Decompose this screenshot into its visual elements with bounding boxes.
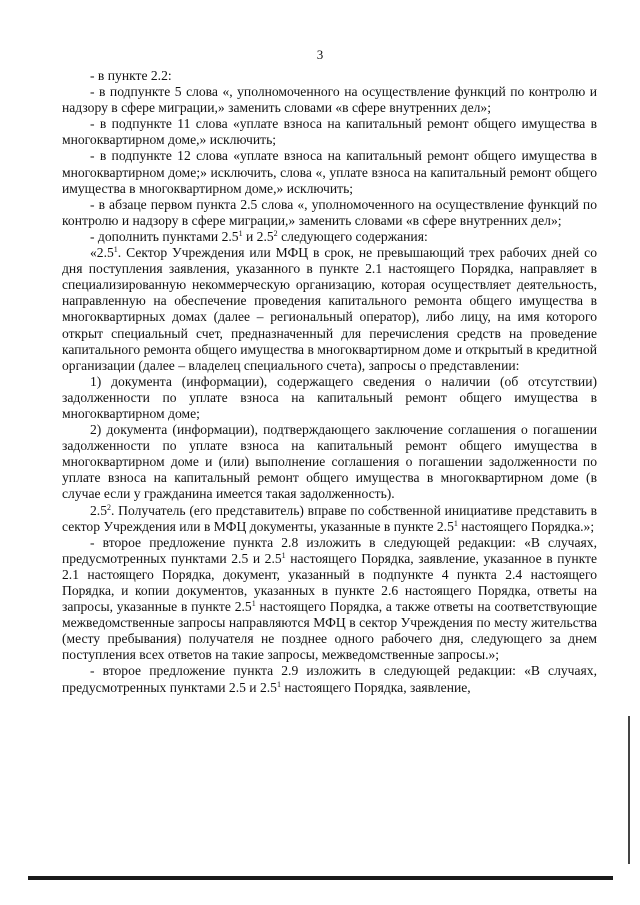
text-run: - в пункте 2.2: — [90, 68, 172, 83]
text-run: - в подпункте 5 слова «, уполномоченного на осуществление функций по контролю и надзору в сфере миграции,» заменить словами «в сфере внутренних дел»; — [62, 84, 597, 116]
paragraph — [62, 503, 597, 535]
superscript: 2 — [107, 502, 111, 512]
superscript: 1 — [453, 518, 458, 528]
text-run: 2) документа (информации), подтверждающего заключение соглашения о погашении задолженности по уплате взноса на капитальный ремонт общего имущества в многоквартирном доме и (или) выполнение соглашения о погашении задолженности по уплате взноса на капитальный ремонт общего имущества в многоквартирном доме (в случае если у гражданина имеется такая задолженность). — [62, 422, 597, 502]
superscript: 1 — [113, 245, 118, 255]
paragraph — [62, 422, 597, 502]
page-number: 3 — [316, 47, 324, 62]
document-body — [62, 68, 597, 696]
text-run: - в подпункте 11 слова «уплате взноса на капитальный ремонт общего имущества в многоквартирном доме,» исключить; — [62, 116, 597, 148]
paragraph — [62, 84, 597, 116]
text-run: . Получатель (его представитель) вправе по собственной инициативе представить в сектор Учреждения или в МФЦ документы, указанные в пункте 2.5 — [62, 502, 597, 534]
superscript: 2 — [273, 228, 278, 238]
text-run: следующего содержания: — [277, 228, 428, 244]
text-run: - в подпункте 12 слова «уплате взноса на капитальный ремонт общего имущества в многоквартирном доме;» исключить, слова «, уплате взноса на капитальный ремонт общего имущества в многоквартирном доме,» исключить; — [62, 148, 597, 196]
superscript: 1 — [281, 550, 286, 560]
text-run: 1) документа (информации), содержащего сведения о наличии (об отсутствии) задолженности по уплате взноса на капитальный ремонт общего имущества в многоквартирном доме; — [62, 373, 597, 421]
text-run: - в абзаце первом пункта 2.5 слова «, уполномоченного на осуществление функций по контролю и надзору в сфере миграции,» заменить словами «в сфере внутренних дел»; — [62, 196, 597, 228]
paragraph — [62, 148, 597, 196]
superscript: 1 — [276, 679, 281, 689]
superscript: 1 — [251, 599, 256, 609]
text-run: - дополнить пунктами 2.5 — [90, 228, 239, 244]
text-run: . Сектор Учреждения или МФЦ в срок, не превышающий трех рабочих дней со дня поступления заявления, указанного в пункте 2.1 настоящего Порядка, направляет в специализированную некоммерческую организацию, которая осуществляет деятельность, направленную на обеспечение проведения капитального ремонта общего имущества в многоквартирных домах (далее – региональный оператор), либо лицу, на имя которого открыт специальный счет, предназначенный для перечисления средств на проведение капитального ремонта общего имущества в многоквартирном доме и открытый в кредитной организации (далее – владелец специального счета), запросы о представлении: — [62, 245, 597, 373]
text-run: 2.5 — [90, 502, 107, 518]
paragraph — [62, 229, 597, 245]
text-run: настоящего Порядка, заявление, указанное в пункте 2.1 настоящего Порядка, документ, указанный в подпункте 4 пункта 2.4 настоящего Порядка, и копии документов, указанных в пункте 2.6 настоящего Порядка, ответы на запросы, указанные в пункте 2.5 — [62, 550, 597, 615]
superscript: 1 — [238, 228, 243, 238]
text-run: - второе предложение пункта 2.9 изложить в следующей редакции: «В случаях, предусмотренных пунктами 2.5 и 2.5 — [62, 663, 597, 695]
text-run: настоящего Порядка, заявление, — [280, 679, 471, 695]
paragraph — [62, 374, 597, 422]
paragraph — [62, 535, 597, 664]
text-run: - второе предложение пункта 2.8 изложить в следующей редакции: «В случаях, предусмотренных пунктами 2.5 и 2.5 — [62, 534, 597, 566]
scan-bottom-edge — [28, 876, 613, 880]
paragraph — [62, 663, 597, 695]
text-run: настоящего Порядка.»; — [457, 518, 595, 534]
paragraph — [62, 197, 597, 229]
scan-margin-mark — [628, 716, 630, 864]
paragraph — [62, 116, 597, 148]
text-run: «2.5 — [90, 245, 114, 261]
paragraph — [62, 245, 597, 374]
paragraph — [62, 68, 597, 84]
text-run: и 2.5 — [242, 228, 274, 244]
text-run: настоящего Порядка, а также ответы на соответствующие межведомственные запросы направляются МФЦ в сектор Учреждения по месту жительства (месту пребывания) получателя не позднее одного рабочего дня, следующего за днем поступления всех ответов на такие запросы, межведомственные запросы.»; — [62, 599, 597, 663]
